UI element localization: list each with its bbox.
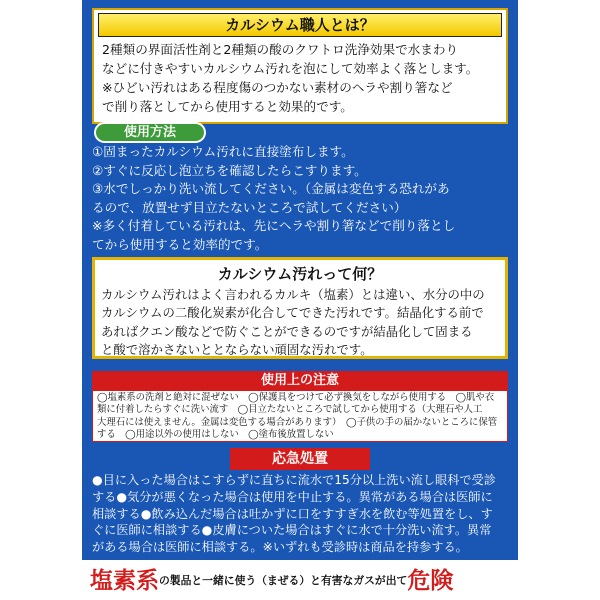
warning-middle-text: の製品と一緒に使う（まぜる）と有害なガスが出て	[159, 573, 408, 587]
intro-line: ※ひどい汚れはある程度傷のつかない素材のヘラや割り箸など	[102, 80, 453, 95]
emergency-line: 相談する●飲み込んだ場合は吐かずに口をすすぎ水を飲む等処置をし、す	[92, 506, 493, 521]
intro-line: 2種類の界面活性剤と2種類の酸のクワトロ洗浄効果で水まわり	[102, 42, 459, 57]
caution-box	[92, 390, 508, 442]
about-line: あればクエン酸などで防ぐことができるのですが結晶化して固まる	[101, 323, 473, 339]
about-box	[92, 257, 508, 359]
caution-line: する ◯用途以外の使用はしない ◯塗布後放置しない	[97, 429, 334, 441]
warning-strip	[82, 560, 518, 600]
warning-danger: 危険	[407, 567, 454, 594]
about-line: カルシウムの二酸化炭素が化合してできた汚れです。結晶化する前で	[101, 305, 484, 321]
about-line: カルシウム汚れはよく言われるカルキ（塩素）とは違い、水分の中の	[101, 287, 485, 302]
emergency-line: ぐに医師に相談する●皮膚についた場合はすぐに水で十分洗い流す。異常	[92, 523, 492, 538]
caution-text	[97, 392, 505, 442]
usage-line: てから使用すると効率的です。	[92, 236, 268, 252]
usage-line: ①固まったカルシウム汚れに直接塗布します。	[92, 144, 354, 159]
caution-heading: 使用上の注意	[92, 371, 508, 390]
usage-line: ②すぐに反応し泡立ちを確認したらこすります。	[92, 162, 367, 178]
warning-chlorine: 塩素系	[90, 567, 159, 594]
usage-line: ※多く付着している汚れは、先にヘラや割り箸などで削り落とし	[92, 218, 456, 234]
emergency-heading: 応急処置	[230, 448, 370, 470]
about-title: カルシウム汚れって何？	[217, 265, 383, 283]
usage-line: るので、放置せず目立たないところで試してください）	[92, 199, 407, 215]
about-line: と酸で溶かさないととならない頑固な汚れです。	[101, 341, 373, 357]
caution-line: 類に付着したらすぐに洗い流す ◯目立たないところで試してから使用する（大理石や人工	[97, 404, 483, 416]
about-text	[101, 286, 503, 359]
intro-line: で削り落としてから使用すると効果的です。	[102, 99, 353, 114]
caution-line: ◯塩素系の洗剤と絶対に混ぜない ◯保護具をつけて必ず換気をしながら使用する ◯肌や衣	[97, 392, 495, 403]
intro-title: カルシウム職人とは？	[98, 13, 502, 37]
intro-text	[102, 40, 504, 116]
warning-line	[90, 565, 453, 596]
caution-line: 大理石には使えません。金属は変色する場合があります） ◯子供の手の届かないところに保管	[97, 416, 498, 428]
product-label-panel	[82, 0, 518, 600]
usage-line: ③水でしっかり洗い流してください。（金属は変色する恐れがあ	[92, 181, 450, 197]
intro-line: などに付きやすいカルシウム汚れを泡にして効率よく落とします。	[102, 61, 479, 76]
emergency-text	[92, 472, 510, 556]
usage-text	[92, 143, 510, 255]
usage-heading: 使用方法	[94, 122, 206, 143]
emergency-line: がある場合は医師に相談する。※いずれも受診時は商品を持参する。	[92, 540, 468, 555]
emergency-line: ●目に入った場合はこすらずに直ちに流水で15分以上洗い流し眼科で受診	[92, 473, 496, 487]
emergency-line: する●気分が悪くなった場合は使用を中止する。異常がある場合は医師に	[92, 489, 493, 504]
intro-box	[92, 8, 508, 124]
